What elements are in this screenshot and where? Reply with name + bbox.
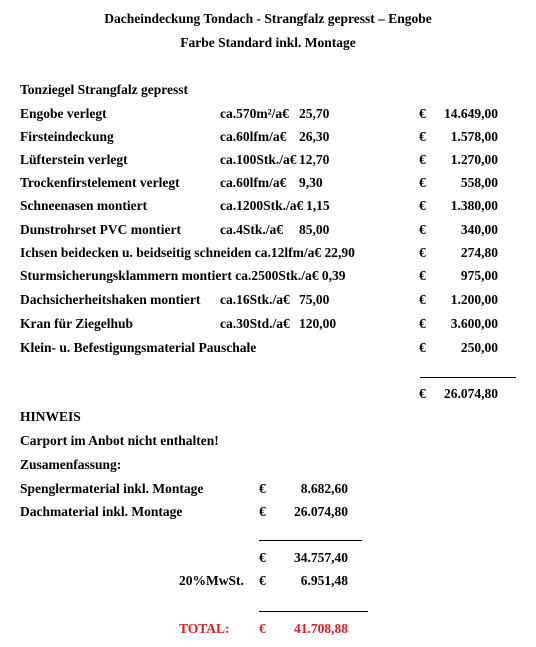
item-unit-price: 26,30 (299, 129, 330, 144)
item-total: 1.578,00 (450, 129, 498, 144)
item-currency: € (419, 198, 426, 213)
item-label: Firsteindeckung (20, 129, 114, 144)
item-unit-price: 120,00 (299, 316, 337, 331)
item-quantity: ca.60lfm/a€ (220, 175, 287, 190)
summary-heading: Zusamenfassung: (20, 457, 122, 472)
item-quantity: ca.570m²/a€ (220, 106, 289, 121)
item-currency: € (419, 316, 426, 331)
section-title: Tonziegel Strangfalz gepresst (20, 82, 188, 97)
subtotal-divider (420, 377, 516, 378)
subtotal-currency: € (419, 386, 426, 401)
item-quantity: ca.1200Stk./a€ (220, 198, 304, 213)
item-unit-price: 9,30 (299, 175, 323, 190)
item-label: Klein- u. Befestigungsmaterial Pauschale (20, 340, 257, 355)
vat-currency: € (259, 573, 266, 588)
total-divider (259, 611, 368, 612)
item-total: 250,00 (460, 340, 498, 355)
total-value: 41.708,88 (294, 621, 348, 636)
item-quantity: ca.30Std./a€ (220, 316, 290, 331)
item-currency: € (419, 268, 426, 283)
item-currency: € (419, 222, 426, 237)
item-label: Sturmsicherungsklammern montiert ca.2500Stk./a€ 0,39 (20, 268, 346, 283)
sum-value: 34.757,40 (294, 550, 348, 565)
item-label: Trockenfirstelement verlegt (20, 175, 180, 190)
item-quantity: ca.60lfm/a€ (220, 129, 287, 144)
item-quantity: ca.4Stk./a€ (220, 222, 284, 237)
summary-label: Spenglermaterial inkl. Montage (20, 481, 204, 496)
item-label: Lüfterstein verlegt (20, 152, 128, 167)
item-label: Ichsen beidecken u. beidseitig schneiden ca.12lfm/a€ 22,90 (20, 245, 355, 260)
summary-currency: € (259, 504, 266, 519)
item-label: Schneenasen montiert (20, 198, 148, 213)
item-label: Dachsicherheitshaken montiert (20, 292, 201, 307)
total-label: TOTAL: (179, 621, 230, 636)
item-total: 3.600,00 (450, 316, 498, 331)
item-quantity: ca.16Stk./a€ (220, 292, 290, 307)
sum-currency: € (259, 550, 266, 565)
item-unit-price: 1,15 (306, 198, 330, 213)
subtotal-value: 26.074,80 (444, 386, 498, 401)
carport-note: Carport im Anbot nicht enthalten! (20, 433, 219, 448)
item-total: 1.200,00 (450, 292, 498, 307)
item-label: Engobe verlegt (20, 106, 107, 121)
item-total: 975,00 (460, 268, 498, 283)
item-unit-price: 25,70 (299, 106, 330, 121)
summary-value: 8.682,60 (300, 481, 348, 496)
vat-label: 20%MwSt. (179, 573, 244, 588)
item-currency: € (419, 292, 426, 307)
item-currency: € (419, 152, 426, 167)
document-title: Dacheindeckung Tondach - Strangfalz gepresst – Engobe (104, 11, 432, 26)
item-currency: € (419, 106, 426, 121)
vat-value: 6.951,48 (300, 573, 348, 588)
item-currency: € (419, 245, 426, 260)
item-total: 558,00 (460, 175, 498, 190)
item-quantity: ca.100Stk./a€ (220, 152, 297, 167)
item-label: Dunstrohrset PVC montiert (20, 222, 181, 237)
summary-label: Dachmaterial inkl. Montage (20, 504, 183, 519)
item-total: 340,00 (460, 222, 498, 237)
item-total: 274,80 (460, 245, 498, 260)
item-unit-price: 75,00 (299, 292, 330, 307)
item-label: Kran für Ziegelhub (20, 316, 134, 331)
item-currency: € (419, 175, 426, 190)
document-subtitle: Farbe Standard inkl. Montage (180, 35, 356, 50)
item-currency: € (419, 340, 426, 355)
total-currency: € (259, 621, 266, 636)
sum-divider (259, 540, 362, 541)
item-total: 14.649,00 (444, 106, 498, 121)
item-currency: € (419, 129, 426, 144)
item-total: 1.380,00 (450, 198, 498, 213)
item-unit-price: 85,00 (299, 222, 330, 237)
summary-value: 26.074,80 (294, 504, 348, 519)
summary-currency: € (259, 481, 266, 496)
item-total: 1.270,00 (450, 152, 498, 167)
note-heading: HINWEIS (20, 409, 81, 424)
item-unit-price: 12,70 (299, 152, 330, 167)
